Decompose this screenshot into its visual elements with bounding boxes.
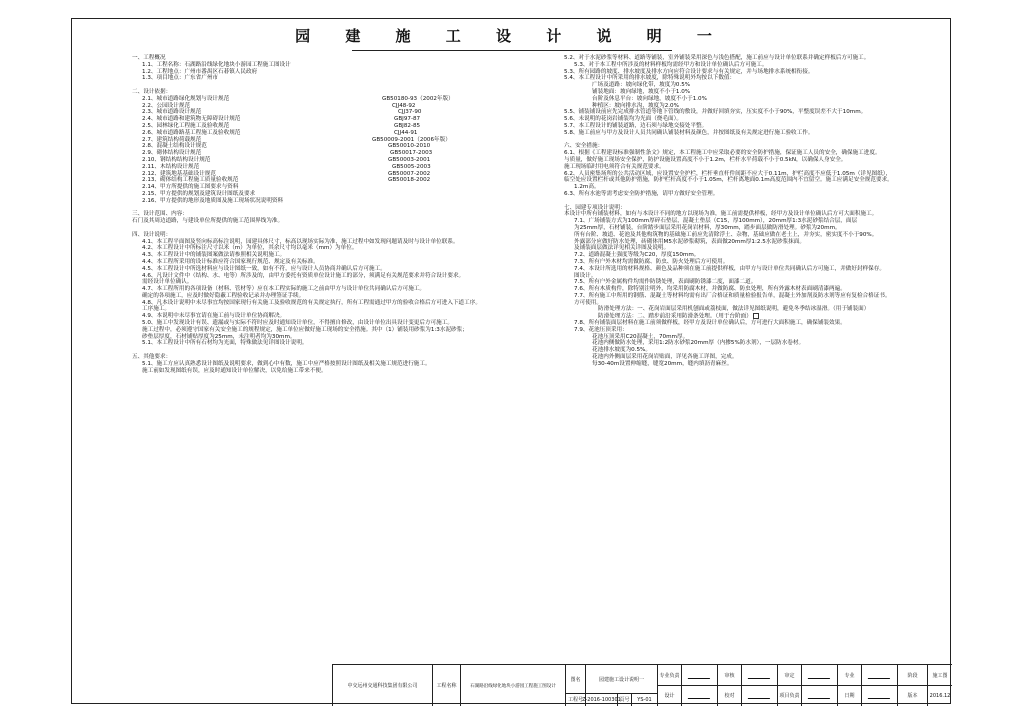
note-line: [564, 306, 909, 313]
section-heading: [132, 55, 572, 62]
signature-scribble-icon: [867, 692, 892, 699]
standard-code: CJJ37-90: [398, 109, 422, 116]
note-line: [564, 320, 909, 327]
note-text: 工序施工。: [142, 306, 170, 313]
standard-row: [132, 157, 572, 164]
note-line: [564, 293, 909, 300]
note-text: 台阶及休息平台：坡向绿地，坡度不小于1.0%: [592, 95, 707, 102]
note-text: 7.4、本设计所选用的材料规格、颜色及品种须在施工前提供样板，由甲方与设计单位共同确认后方可施工，并做好封样保存。: [574, 265, 885, 272]
note-text: 1.2m高。: [574, 184, 600, 191]
standard-code: GBJ82-85: [394, 122, 421, 129]
standard-name: 2.3、城市道路设计规范: [142, 109, 202, 116]
role-label: 专业负责: [657, 665, 681, 685]
note-line: [132, 273, 572, 280]
note-line: [132, 368, 572, 375]
note-text: 砂垫层厚度，石材铺贴厚度为25mm，未注明者均为30mm。: [142, 333, 296, 340]
note-text: 三、设计范围、内容：: [132, 211, 188, 218]
company-name: 中交远州交通科技集团有限公司: [332, 665, 432, 706]
signature-scribble-icon: [687, 692, 712, 699]
note-text: 防滑处理方法：一、花岗岩面层采用机刨面或荔枝面，做法详见图纸说明，避免冬季结冰湿滑。（用于铺装面）: [598, 306, 870, 313]
note-line: [132, 361, 572, 368]
note-text: 花池排水坡度为0.5%。: [592, 347, 651, 354]
signature-field: [861, 685, 897, 706]
standard-code: CJJ44-91: [394, 129, 418, 136]
note-text: 5.8、施工前应与甲方及设计人员共同确认铺装材料及颜色，并按图纸及有关规定进行施工验收工作。: [564, 129, 814, 136]
note-text: 为25mm厚，石材铺装，台阶踏步面层采用花岗岩材料，厚30mm，踏步面层做防滑处理。砂浆为20mm。: [574, 224, 841, 231]
note-text: 每30-40m设置伸缩缝，缝宽20mm，缝内填沥青麻丝。: [592, 360, 733, 367]
left-column-notes: [132, 55, 572, 374]
note-line: [564, 164, 909, 171]
note-text: 5.1、本工程设计中所有石材均为光面，特殊做法见详图设计说明。: [142, 340, 308, 347]
note-text: 四、设计说明：: [132, 231, 172, 238]
standard-name: 2.5、园林绿化工程施工及验收规范: [142, 122, 230, 129]
note-text: 花池内外侧面层采用花岗岩贴面，详见各施工详图，完成。: [592, 354, 738, 361]
note-text: 5.5、铺装铺设前应先完成排水管道等地下管线的敷设，并做好回填夯实，压实度不小于90%，平整度误差不大于10mm。: [564, 109, 867, 116]
standard-name: 2.9、砌体结构设计规范: [142, 150, 202, 157]
note-text: 防滑处理方法：二、踏步前沿采用防滑条处理。（用于台阶面）: [598, 313, 752, 320]
role-label: 校对: [717, 685, 741, 706]
note-line: [564, 218, 909, 225]
note-text: 铺装地面：坡向绿地，坡度不小于1.0%: [592, 88, 691, 95]
note-line: [564, 89, 909, 96]
note-text: 石门及其周边道路，与建设单位所提供的施工范围界线为准。: [132, 218, 284, 225]
note-text: 4.3、本工程设计中的铺装图案做法请参照相关说明施工。: [142, 252, 286, 259]
spacer: [132, 225, 572, 232]
note-text: 7.3、所有户外木材均需做防腐、防虫、防火处理后方可使用。: [574, 258, 729, 265]
standard-name: 2.2、公园设计规范: [142, 102, 191, 109]
note-line: [564, 266, 909, 273]
spacer: [132, 205, 572, 212]
project-label: 工程名称: [432, 665, 460, 706]
title-underline: [352, 50, 672, 51]
standard-name: 2.10、钢结构结构设计规范: [142, 156, 211, 163]
project-code-label: 工程号: [565, 693, 585, 706]
standard-name: 2.8、混凝土结构设计规范: [142, 143, 207, 150]
note-line: [564, 157, 909, 164]
drawing-date: 2016.12: [927, 685, 952, 706]
note-line: [564, 55, 909, 62]
note-text: 六、安全措施：: [564, 143, 604, 150]
note-text: 1.3、项目地点：广东省广州市: [142, 75, 219, 82]
stage-value: 施工图: [927, 665, 952, 685]
note-line: [132, 198, 572, 205]
note-line: [132, 191, 572, 198]
stage-label: 阶段: [897, 665, 927, 685]
note-line: [564, 184, 909, 191]
note-text: 7.1、广场铺装方式为100mm厚碎石垫层，混凝土垫层（C15，厚100mm），20mm厚1:3水泥砂浆结合层，面层: [574, 218, 858, 225]
note-line: [132, 286, 572, 293]
signature-scribble-icon: [747, 692, 772, 699]
standard-code: CJJ48-92: [392, 102, 416, 109]
note-line: [564, 116, 909, 123]
note-text: 6.3、所有水池等需考虑安全防护措施，请甲方做好安全管理。: [564, 190, 719, 197]
signature-field: [681, 665, 717, 685]
note-text: 2.14、甲方所提供的施工图要求与资料: [142, 184, 239, 191]
note-text: 广场及道路：坡向绿化带，坡度为0.5%: [592, 82, 691, 89]
note-text: 5.2、对于水泥砂浆等材料、道路等铺装，室外铺装采用深色与浅色搭配，施工前应与设计单位联系并确定样板后方可施工。: [564, 55, 870, 61]
note-text: 7.2、道路混凝土强度等级为C20，厚度150mm。: [574, 252, 700, 259]
role-label: 日期: [837, 685, 861, 706]
drawing-sheet: [71, 18, 951, 704]
standard-code: GB50009-2001（2006年版）: [372, 136, 451, 143]
signature-field: [741, 665, 777, 685]
role-label: 审核: [717, 665, 741, 685]
role-label: 设计: [657, 685, 681, 706]
standard-row: [132, 150, 572, 157]
note-line: [564, 123, 909, 130]
note-line: [564, 191, 909, 198]
drawing-name: 园建施工设计说明一: [585, 665, 657, 693]
note-text: 本设计中所有铺装材料，如有与本设计不同的地方以现场为准，施工前需提供样板，经甲方及设计单位确认后方可大面积施工。: [564, 211, 878, 218]
note-line: [564, 232, 909, 239]
note-text: 及铺装面层做法详见相关详图及说明。: [574, 245, 670, 252]
section-heading: [132, 232, 572, 239]
note-text: 4.9、本说明中未尽事宜请在施工前与设计单位协商解决。: [142, 313, 286, 320]
standard-name: 2.13、砌体结构工程施工质量验收规范: [142, 177, 239, 184]
standard-row: [132, 116, 572, 123]
note-text: 4.4、本工程所采用的设计标准应符合国家现行规范、规定及有关标准。: [142, 258, 319, 265]
note-line: [132, 266, 572, 273]
note-line: [564, 327, 909, 334]
page-number: YS-01: [631, 693, 657, 706]
note-text: 5.0、施工中发现设计有误、遗漏或与实际不符时应及时通知设计单位，不得擅自修改，由设计单位出具设计变更后方可施工。: [142, 320, 453, 327]
note-line: [564, 82, 909, 89]
signature-field: [861, 665, 897, 685]
project-code: Z-2016-100301: [585, 693, 617, 706]
note-text: 施工过程中，必须遵守国家有关安全施工的规程规定，施工单位应做好施工现场的安全措施。其中（1）铺装用砂浆为1:3水泥砂浆；: [142, 326, 468, 333]
note-text: 花池内侧做防水处理，采用1:2防水砂浆20mm厚（内掺5%防水剂），一层防水卷材。: [592, 340, 805, 347]
note-text: 所有台阶、坡道、花池及其他构筑物的基础施工前应先清除浮土、杂物，基础应做在老土上，并夯实，密实度不小于90%。: [574, 231, 878, 238]
note-text: 一、工程概况: [132, 55, 166, 61]
note-line: [132, 320, 572, 327]
page-label: 页号: [617, 693, 631, 706]
note-line: [132, 252, 572, 259]
note-text: 方可使用。: [574, 299, 602, 306]
note-text: 4.8、凡本设计说明中未尽事宜均按国家现行有关施工及验收规范的有关规定执行，所有工程需通过甲方的验收合格后方可进入下道工序。: [142, 299, 481, 306]
spacer: [564, 198, 909, 205]
note-text: 5.7、本工程设计的铺装道路，边石须与绿地交接处平整。: [564, 122, 708, 129]
note-line: [564, 361, 909, 368]
standard-code: GBJ97-87: [394, 116, 421, 123]
note-line: [132, 75, 572, 82]
note-text: 外露部分应做好防水处理，砖砌体用M5水泥砂浆砌筑，表面做20mm厚1:2.5水泥砂浆抹面。: [574, 238, 805, 245]
note-text: 确定的各项施工，应及时做好隐蔽工程验收记录并办理签证手续。: [142, 292, 305, 299]
note-line: [564, 177, 909, 184]
standard-name: 2.11、木结构设计规范: [142, 163, 200, 170]
section-heading: [132, 89, 572, 96]
note-line: [132, 259, 572, 266]
standard-row: [132, 130, 572, 137]
signature-scribble-icon: [807, 672, 832, 679]
signature-scribble-icon: [747, 672, 772, 679]
note-line: [564, 62, 909, 69]
signature-field: [801, 665, 837, 685]
note-line: [564, 354, 909, 361]
note-line: [132, 184, 572, 191]
note-text: 1.1、工程名称：石湖路沿线绿化地块小游园工程施工图设计: [142, 61, 291, 68]
note-text: 7.8、所有铺装面层材料在施工前须做样板，经甲方及设计单位确认后，方可进行大面积施工，确保铺装效果。: [574, 320, 846, 327]
right-column-notes: [564, 55, 909, 368]
standard-name: 2.1、城市道路绿化规划与设计规范: [142, 95, 230, 102]
standard-name: 2.7、建筑结构荷载规范: [142, 136, 202, 143]
spacer: [132, 82, 572, 89]
standard-code: GB5005-2003: [392, 163, 431, 170]
note-line: [132, 327, 572, 334]
note-text: 6.1、根据《工程建设标准强制性条文》规定，本工程施工中应采取必要的安全防护措施，保证施工人员的安全，确保施工进度。: [564, 150, 881, 157]
standard-code: GB50007-2002: [388, 170, 431, 177]
note-text: 7.9、花池压顶采用：: [574, 326, 628, 333]
note-line: [132, 300, 572, 307]
note-text: 施工前如发现图纸有误，应及时通知设计单位解决，以免给施工带来不便。: [142, 367, 327, 374]
note-text: 6.2、人员密集场所的公共活动区域，应设置安全护栏，栏杆垂直杆件间距不应大于0.11m，护栏高度不应低于1.05m（详见图纸），: [564, 170, 892, 177]
note-text: 2.16、甲方提供的地形及地质图及施工现场状况说明资料: [142, 197, 284, 204]
spacer: [564, 137, 909, 144]
standard-row: [132, 96, 572, 103]
note-text: 4.1、本工程平面图及竖向标高标注说明，园建具体尺寸，标高以现场实际为准，施工过程中如发现问题请及时与设计单位联系。: [142, 238, 459, 245]
note-text: 施工现场临时用电须符合有关规范要求。: [564, 163, 665, 170]
standard-code: GB50003-2001: [388, 156, 431, 163]
standard-row: [132, 164, 572, 171]
note-text: 种植区：坡向排水沟，坡度为2.0%: [592, 102, 679, 109]
note-text: 七、园建专项设计说明：: [564, 204, 626, 211]
note-text: 4.6、凡设计文件中（结构、水、电等）所涉及的，由甲方委托有资质单位设计施工的部分，须满足有关规范要求并符合设计要求。: [142, 272, 465, 279]
note-text: 7.7、所有施工中所用的钢筋、混凝土等材料均需有出厂合格证和质量检验报告单，混凝土外加剂及防水剂等应有复检合格证书。: [574, 292, 891, 299]
note-line: [132, 218, 572, 225]
note-line: [132, 340, 572, 347]
note-line: [564, 259, 909, 266]
note-text: 花池压顶采用C20混凝土，70mm厚。: [592, 333, 689, 340]
note-text: 五、其他要求：: [132, 354, 172, 361]
note-text: 5.1、施工方应认真熟悉设计图纸及说明要求，做到心中有数，施工中应严格按照设计图纸及相关施工规范进行施工。: [142, 360, 431, 367]
note-line: [564, 150, 909, 157]
note-text: 图设计。: [574, 272, 597, 279]
spacer: [132, 347, 572, 354]
signature-scribble-icon: [867, 672, 892, 679]
note-text: 1.2、工程地点：广州市番禺区石碁镇人民政府: [142, 68, 258, 75]
note-line: [132, 62, 572, 69]
role-label: 审定: [777, 665, 801, 685]
standard-name: 2.4、城市道路和建筑物无障碍设计规范: [142, 116, 241, 123]
note-line: [564, 130, 909, 137]
role-label: 专业: [837, 665, 861, 685]
signature-field: [741, 685, 777, 706]
note-text: 7.5、所有户外金属构件均需作防锈处理，表面刷防锈漆二度，面漆二道。: [574, 279, 757, 286]
signature-scribble-icon: [807, 692, 832, 699]
standard-code: GB50010-2010: [388, 143, 431, 150]
checkbox-mark-icon: [753, 313, 759, 319]
standard-name: 2.6、城市道路路基工程施工及验收规范: [142, 129, 241, 136]
version-label: 版本: [897, 685, 927, 706]
standard-code: GB50180-93（2002年版）: [382, 95, 454, 102]
drawing-name-label: 图名: [565, 665, 585, 693]
standard-code: GB50017-2003: [390, 150, 433, 157]
note-text: 7.6、所有木质构件，除特别注明外，均采用防腐木材，并做防腐、防虫处理，所有外露木材表面刷清漆两遍。: [574, 286, 846, 293]
signature-scribble-icon: [687, 672, 712, 679]
note-text: 临空处应设置栏杆或其他防护措施，防护栏杆高度不小于1.05m，栏杆离地面0.1m高度范围内不宜留空。施工应满足安全规范要求。: [564, 177, 893, 184]
section-heading: [132, 354, 572, 361]
note-text: 5.3、所有园路的坡度、排水坡度及排水方向应符合设计要求与有关规定，并与场地排水系统相衔接。: [564, 68, 814, 75]
standard-name: 2.12、建筑地基基础设计规范: [142, 170, 216, 177]
role-label: 项目负责: [777, 685, 801, 706]
note-text: 与质量，做好施工现场安全保护，防护设施设置高度不小于1.2m，栏杆水平荷载不小于0.5kN，以确保人身安全。: [564, 156, 847, 163]
standard-row: [132, 177, 572, 184]
project-name: 石湖路沿线绿化地块小游园工程施工图设计: [460, 665, 565, 706]
note-text: 二、设计依据：: [132, 88, 172, 95]
note-text: 2.15、甲方提供的规划及建筑设计图纸及要求: [142, 190, 256, 197]
note-line: [564, 96, 909, 103]
signature-field: [681, 685, 717, 706]
sheet-title: 园 建 施 工 设 计 说 明 一: [295, 27, 727, 45]
note-text: 5.6、未说明的花岗岩铺装均为光面（烧毛面）。: [564, 116, 682, 123]
note-text: 4.7、本工程所用的各项设备（材料、管材等）应在本工程实际的施工之前由甲方与设计单位共同确认后方可施工。: [142, 286, 425, 293]
note-line: [564, 252, 909, 259]
signature-field: [801, 685, 837, 706]
standard-row: [132, 123, 572, 130]
note-text: 4.5、本工程设计中所选材料应与设计图纸一致，如有不符，应与设计人员协商并确认后方可施工。: [142, 265, 386, 272]
note-text: 需经设计单位确认。: [142, 279, 193, 286]
standard-code: GB50018-2002: [388, 177, 431, 184]
note-line: [564, 225, 909, 232]
title-block: [332, 664, 952, 706]
note-line: [132, 293, 572, 300]
note-text: 5.4、本工程设计中所采用的排水坡度，除特殊说明外均按以下数值：: [564, 75, 736, 82]
note-text: 4.2、本工程设计中所标注尺寸以米（m）为单位，其余尺寸均以毫米（mm）为单位。: [142, 245, 358, 252]
note-line: [564, 286, 909, 293]
note-text: 5.3、对于本工程中所涉及的材料样板均需经甲方和设计单位确认后方可施工。: [574, 61, 768, 68]
